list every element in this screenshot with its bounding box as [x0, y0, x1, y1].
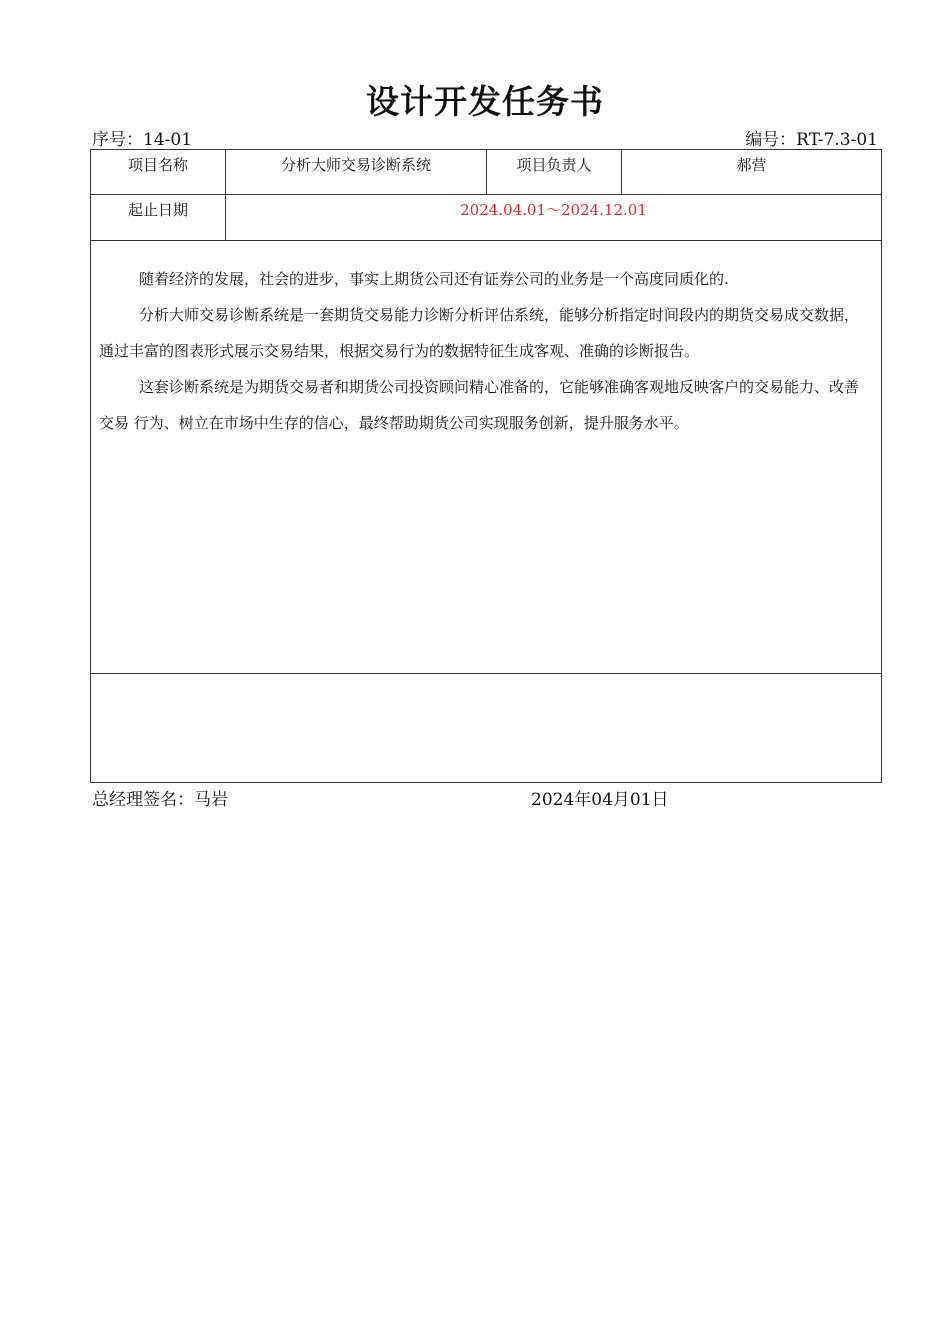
description-cell [91, 241, 882, 674]
description-paragraph-3: 这套诊断系统是为期货交易者和期货公司投资顾问精心准备的，它能够准确客观地反映客户的交易能力、改善交易 行为、树立在市场中生存的信心，最终帮助期货公司实现服务创新，提升服务水平。 [99, 378, 860, 432]
date-range-value: 2024.04.01～2024.12.01 [226, 195, 882, 241]
description-paragraph-2: 分析大师交易诊断系统是一套期货交易能力诊断分析评估系统，能够分析指定时间段内的期货交易成交数据，通过丰富的图表形式展示交易结果，根据交易行为的数据特征生成客观、准确的诊断报告。 [99, 306, 860, 360]
document-code: 编号：RT-7.3-01 [745, 130, 878, 150]
signature-date: 2024年04月01日 [531, 790, 669, 810]
project-row [91, 150, 882, 195]
blank-cell [91, 674, 882, 783]
project-name-value: 分析大师交易诊断系统 [226, 150, 487, 195]
date-row [91, 195, 882, 241]
project-name-label: 项目名称 [91, 150, 226, 195]
blank-row [91, 674, 882, 783]
date-label: 起止日期 [91, 195, 226, 241]
content-row [91, 241, 882, 674]
project-owner-label: 项目负责人 [487, 150, 622, 195]
description-paragraph-1: 随着经济的发展，社会的进步，事实上期货公司还有证券公司的业务是一个高度同质化的. [139, 270, 729, 288]
serial-number: 序号：14-01 [92, 130, 193, 150]
task-form-table [90, 149, 882, 783]
manager-signature: 总经理签名：马岩 [92, 790, 228, 810]
document-title: 设计开发任务书 [366, 82, 604, 121]
project-owner-value: 郝营 [622, 150, 882, 195]
